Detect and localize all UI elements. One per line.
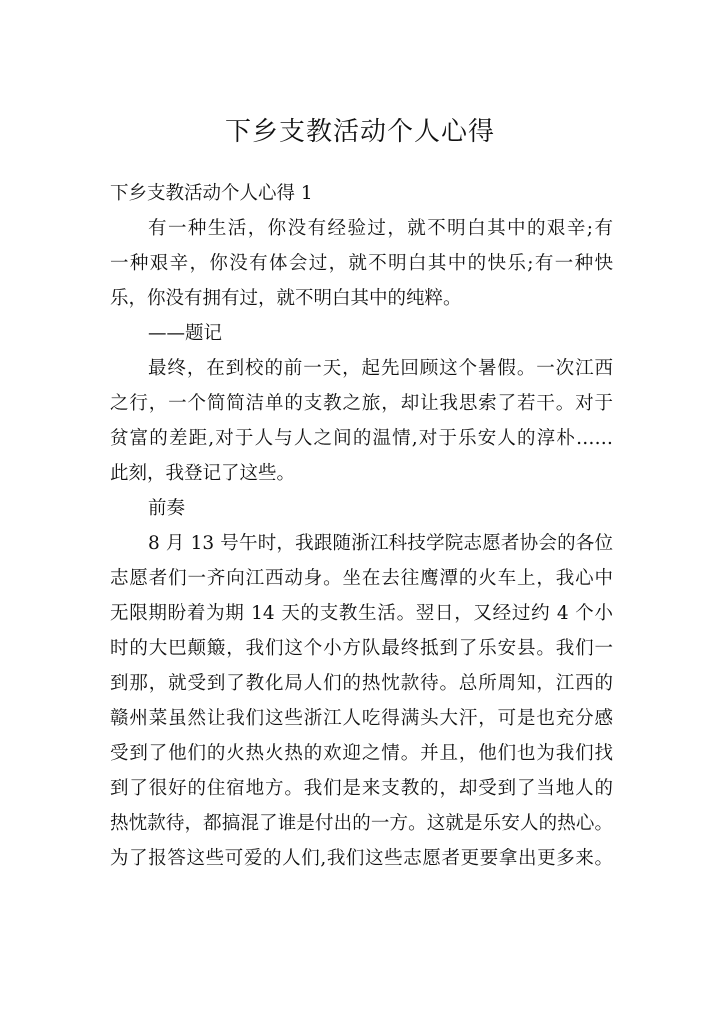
paragraph-line: 到那，就受到了教化局人们的热忱款待。总所周知，江西的 bbox=[110, 673, 613, 694]
paragraph-line: 贫富的差距,对于人与人之间的温情,对于乐安人的淳朴…… bbox=[110, 428, 613, 449]
paragraph-line: 乐，你没有拥有过，就不明白其中的纯粹。 bbox=[110, 288, 462, 309]
paragraph-line: 无限期盼着为期 14 天的支教生活。翌日，又经过约 4 个小 bbox=[110, 603, 613, 624]
document-body bbox=[110, 176, 613, 876]
paragraph-line: 到了很好的住宿地方。我们是来支教的，却受到了当地人的 bbox=[110, 778, 613, 799]
paragraph-line: 志愿者们一齐向江西动身。坐在去往鹰潭的火车上，我心中 bbox=[110, 568, 613, 589]
paragraph-line: 受到了他们的火热火热的欢迎之情。并且，他们也为我们找 bbox=[110, 743, 613, 764]
paragraph-line: 为了报答这些可爱的人们,我们这些志愿者更要拿出更多来。 bbox=[110, 848, 613, 869]
paragraph-line: 有一种生活，你没有经验过，就不明白其中的艰辛;有 bbox=[148, 218, 613, 239]
paragraph-line: 一种艰辛，你没有体会过，就不明白其中的快乐;有一种快 bbox=[110, 253, 613, 274]
paragraph-line: 热忱款待，都搞混了谁是付出的一方。这就是乐安人的热心。 bbox=[110, 813, 613, 834]
epigraph-attribution: ——题记 bbox=[148, 323, 223, 344]
paragraph-line: 8 月 13 号午时，我跟随浙江科技学院志愿者协会的各位 bbox=[148, 533, 613, 554]
paragraph-line: 时的大巴颠簸，我们这个小方队最终抵到了乐安县。我们一 bbox=[110, 638, 613, 659]
paragraph-line: 最终，在到校的前一天，起先回顾这个暑假。一次江西 bbox=[148, 358, 613, 379]
section-heading: 下乡支教活动个人心得 1 bbox=[110, 183, 313, 204]
paragraph-line: 之行，一个简简洁单的支教之旅，却让我思索了若干。对于 bbox=[110, 393, 613, 414]
subheading: 前奏 bbox=[148, 498, 186, 519]
paragraph-line: 赣州菜虽然让我们这些浙江人吃得满头大汗，可是也充分感 bbox=[110, 708, 613, 729]
page-title: 下乡支教活动个人心得 bbox=[224, 117, 495, 147]
paragraph-line: 此刻，我登记了这些。 bbox=[110, 463, 296, 484]
